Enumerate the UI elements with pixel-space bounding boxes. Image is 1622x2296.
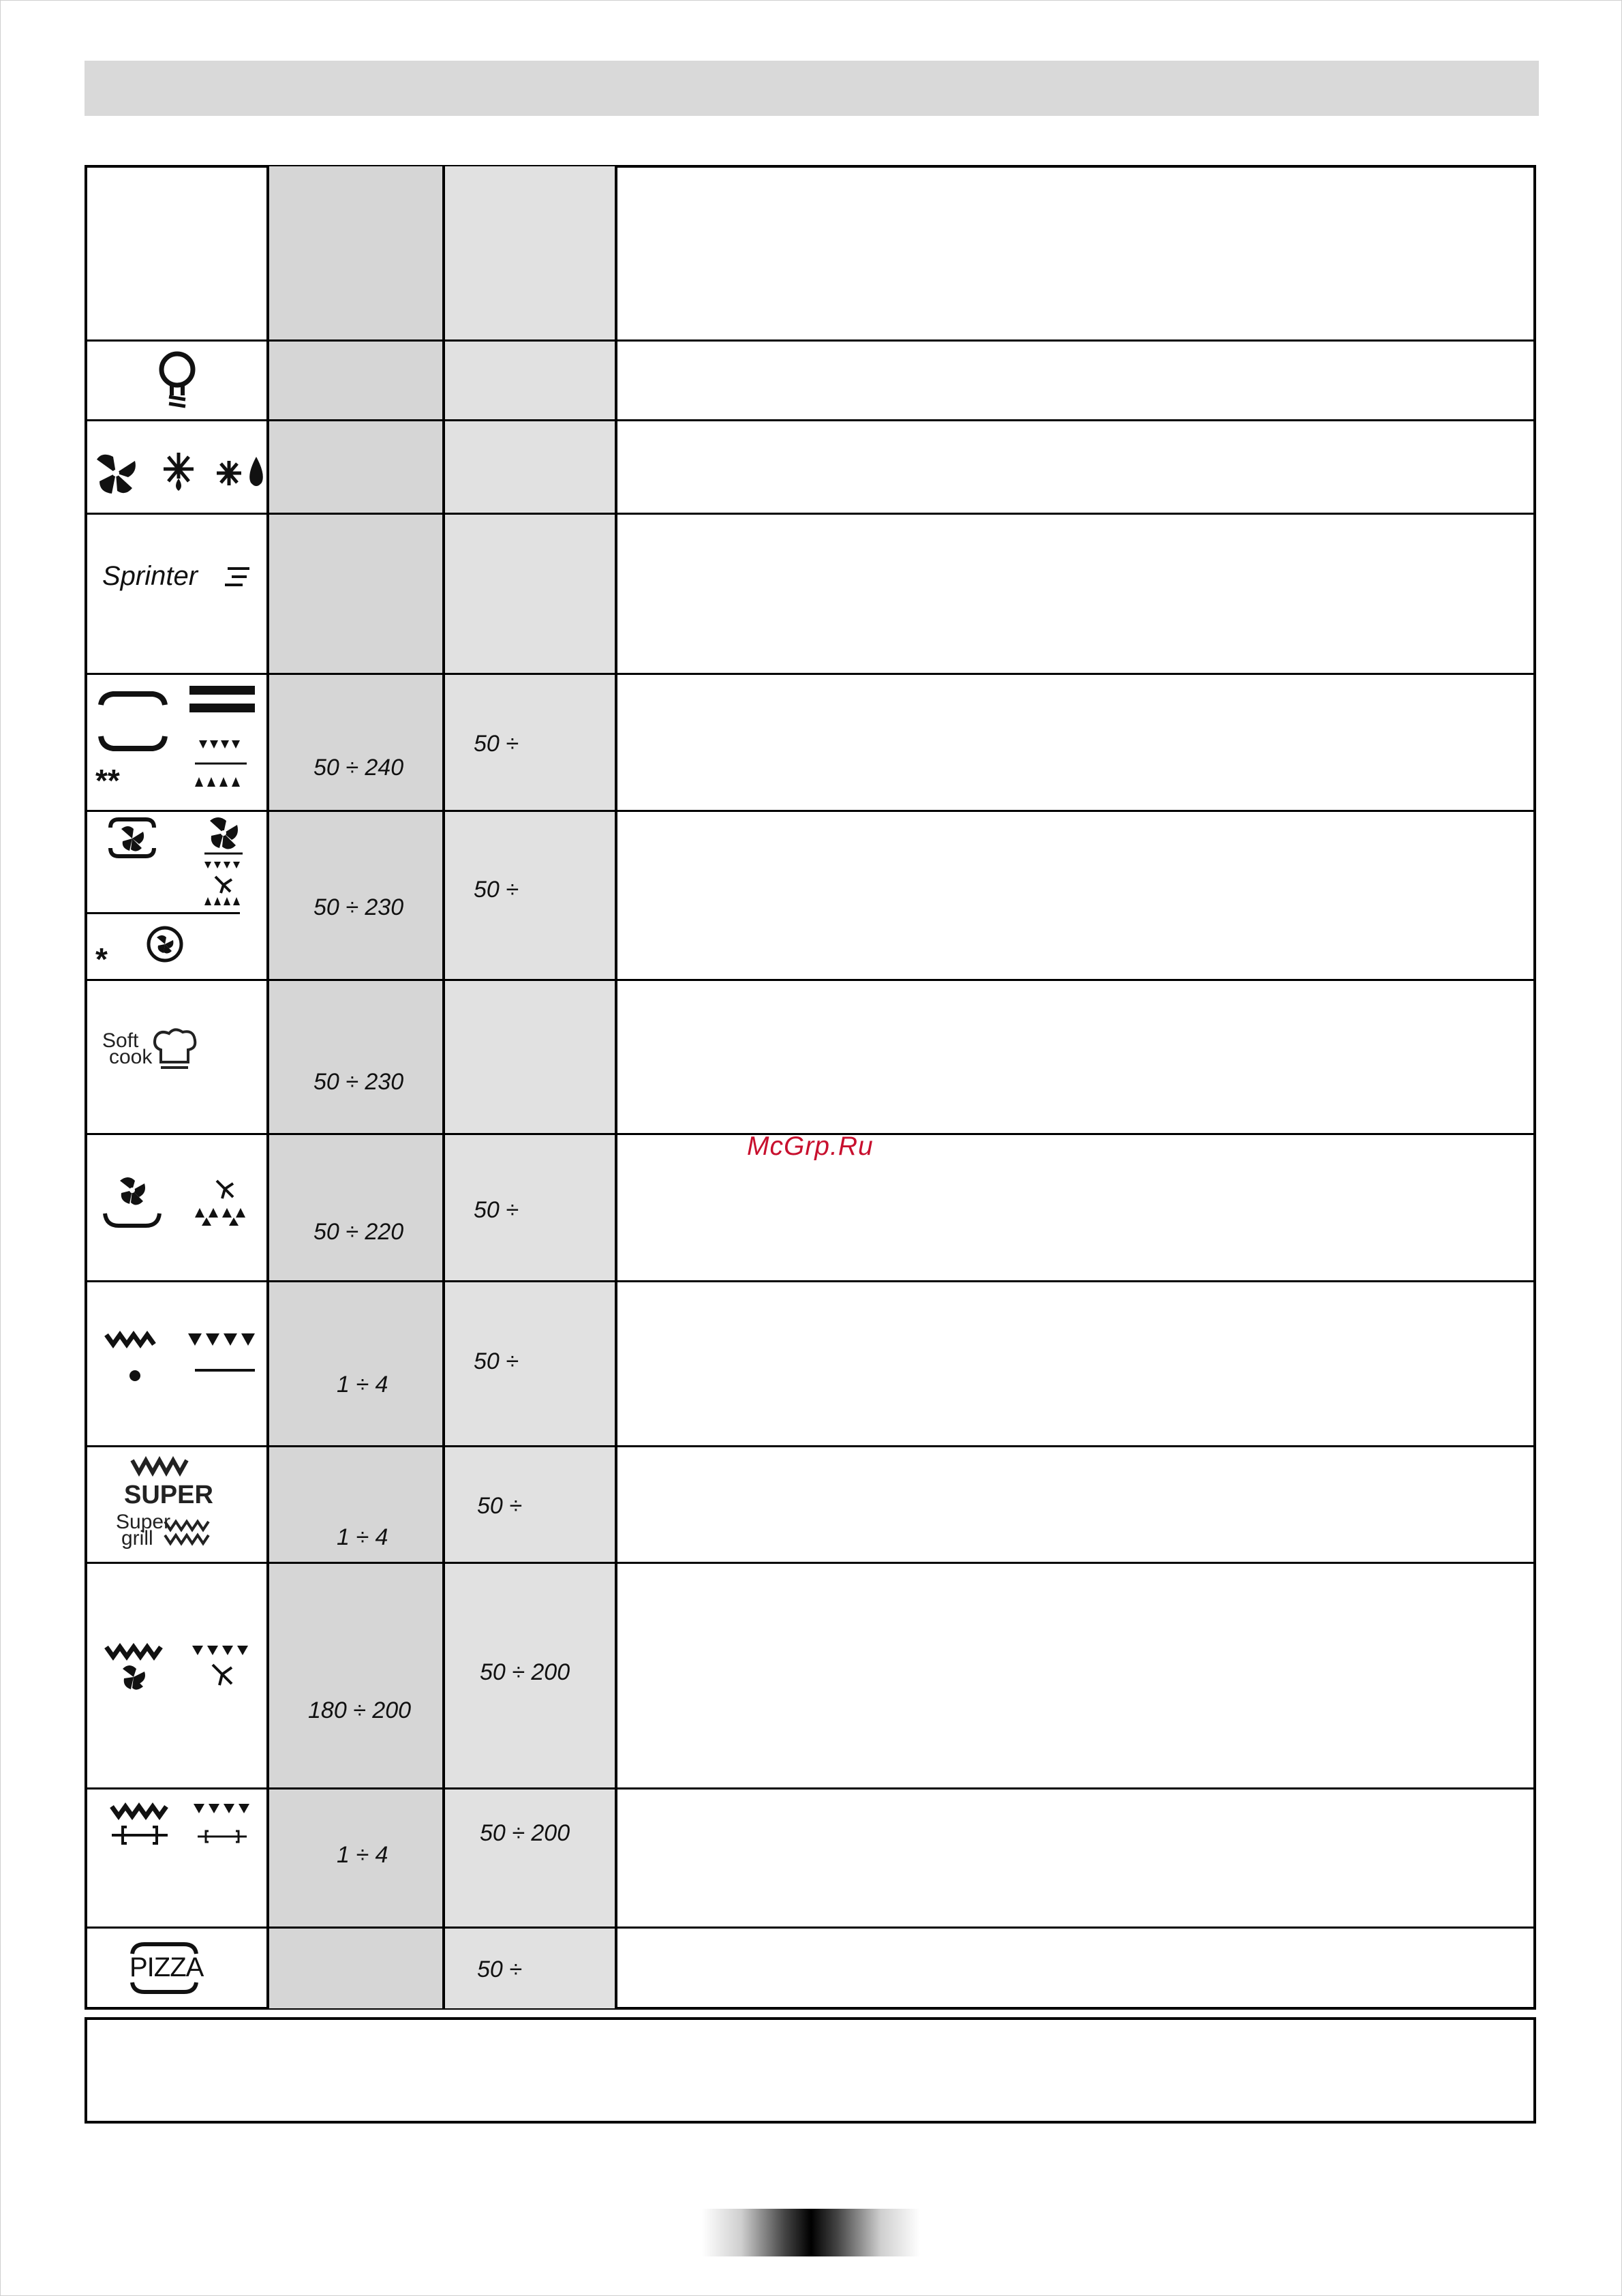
column-divider (266, 166, 269, 2008)
fan-ring-stars: * (95, 941, 108, 977)
row-divider (86, 1280, 1535, 1282)
row-divider (86, 1562, 1535, 1564)
rotisserie-default-temp: 50 ÷ 200 (480, 1820, 570, 1846)
fan-bottom-default-temp: 50 ÷ (474, 1197, 519, 1223)
note-box (85, 2017, 1536, 2124)
soft-cook-label-bottom: cook (109, 1046, 153, 1068)
fan-ring-icons (102, 813, 259, 915)
fan-grill-temp-range: 180 ÷ 200 (308, 1697, 412, 1723)
sprinter-lines-icon (224, 564, 251, 592)
grill-default-temp: 50 ÷ (474, 1348, 519, 1374)
grill-power-range: 1 ÷ 4 (337, 1372, 388, 1398)
super-label: SUPER (124, 1481, 213, 1509)
pizza-label: PIZZA (129, 1952, 204, 1982)
super-grill-power-range: 1 ÷ 4 (337, 1524, 388, 1550)
row-divider (86, 339, 1535, 342)
fan-ring-temp-range: 50 ÷ 230 (313, 894, 404, 920)
grill-icons (102, 1327, 266, 1388)
row-divider (86, 1445, 1535, 1447)
column-default-temperature (444, 166, 616, 2008)
page-number-tab (702, 2209, 920, 2256)
soft-cook-label-top: Soft (102, 1029, 139, 1052)
sprinter-label: Sprinter (102, 561, 198, 591)
conventional-default-temp: 50 ÷ (474, 731, 519, 757)
column-divider (615, 166, 617, 2008)
column-divider (442, 166, 445, 2008)
row-divider (86, 673, 1535, 675)
fan-grill-icons (102, 1640, 266, 1695)
fan-grill-default-temp: 50 ÷ 200 (480, 1659, 570, 1685)
row-divider (86, 419, 1535, 421)
fan-circle-icon (144, 924, 185, 965)
soft-cook-temp-range: 50 ÷ 230 (313, 1069, 404, 1095)
fan-bottom-temp-range: 50 ÷ 220 (313, 1219, 404, 1245)
chef-hat-icon (151, 1027, 199, 1070)
defrost-icons (93, 449, 270, 496)
pizza-default-temp: 50 ÷ (477, 1957, 522, 1982)
watermark: McGrp.Ru (747, 1132, 874, 1161)
header-bar (85, 61, 1539, 116)
fan-ring-separator (87, 912, 240, 914)
row-divider (86, 810, 1535, 812)
super-grill-label-bottom: grill (121, 1527, 153, 1550)
super-grill-default-temp: 50 ÷ (477, 1493, 522, 1519)
row-divider (86, 1787, 1535, 1789)
super-grill-wave-icon (162, 1517, 213, 1549)
rotisserie-power-range: 1 ÷ 4 (337, 1842, 388, 1868)
conventional-temp-range: 50 ÷ 240 (313, 755, 404, 781)
fan-ring-default-temp: 50 ÷ (474, 877, 519, 903)
rotisserie-icons (102, 1800, 266, 1854)
conventional-stars: ** (95, 763, 120, 798)
row-divider (86, 979, 1535, 981)
super-grill-top-icon (129, 1455, 198, 1479)
super-grill-label-top: Super (116, 1511, 171, 1533)
fan-bottom-icons (102, 1174, 259, 1235)
lamp-icon (157, 349, 198, 412)
row-divider (86, 1927, 1535, 1929)
row-divider (86, 513, 1535, 515)
